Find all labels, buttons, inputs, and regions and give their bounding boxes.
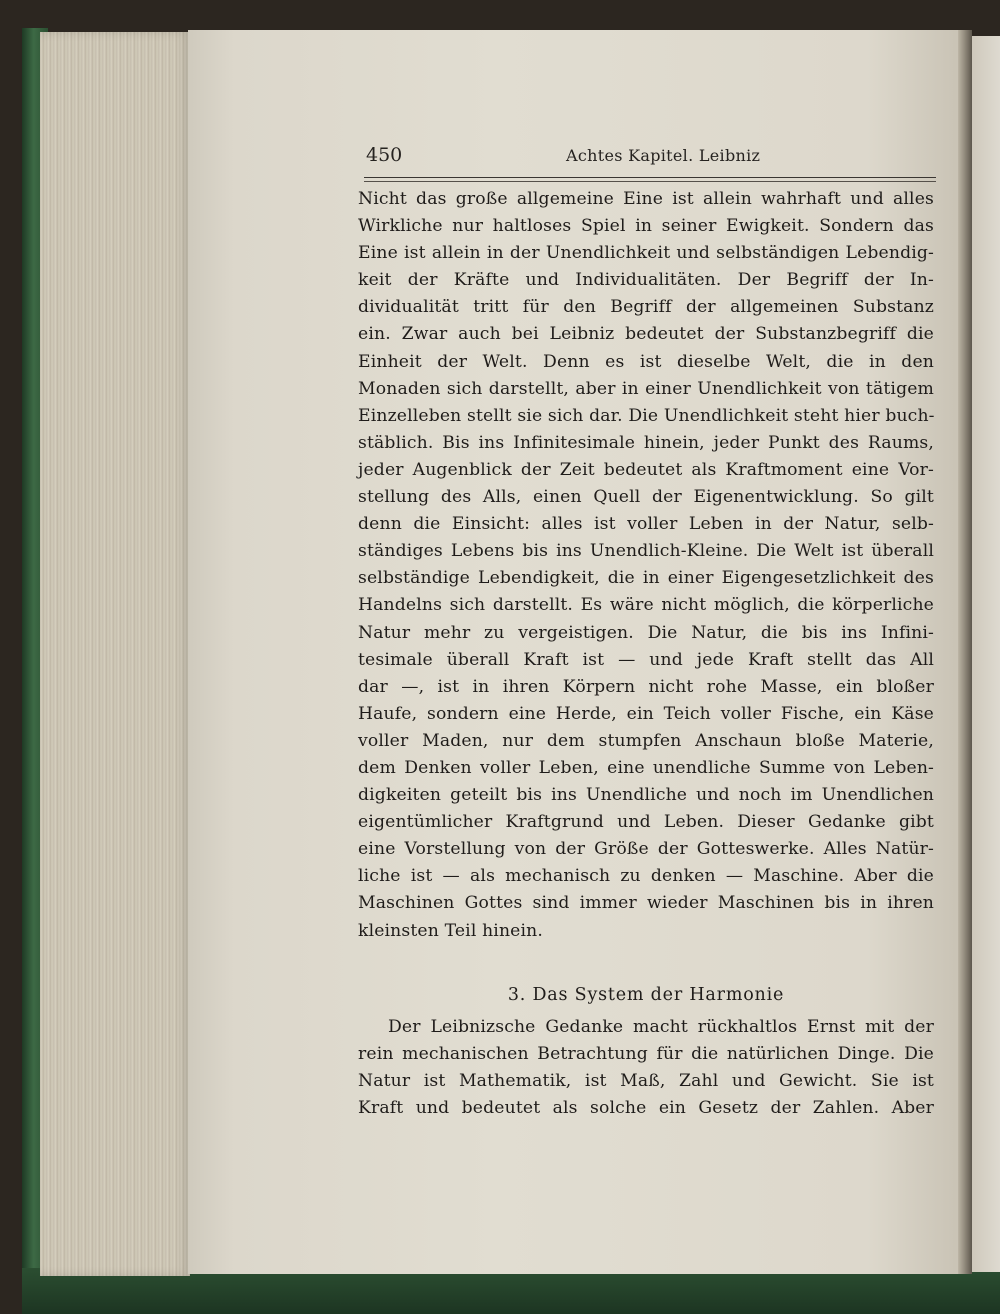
text-line: Einzelleben stellt sie sich dar. Die Unendlichkeit steht hier buch-	[358, 405, 935, 426]
text-line: tesimale überall Kraft ist — und jede Kraft stellt das All	[358, 649, 934, 670]
text-line: keit der Kräfte und Individualitäten. Der Begriff der In-	[358, 270, 934, 291]
text-line: eigentümlicher Kraftgrund und Leben. Dieser Gedanke gibt	[358, 812, 934, 833]
running-head: Achtes Kapitel. Leibniz	[566, 146, 761, 165]
text-line: dar —, ist in ihren Körpern nicht rohe Masse, ein bloßer	[358, 676, 934, 697]
text-line: jeder Augenblick der Zeit bedeutet als Kraftmoment eine Vor-	[358, 459, 934, 480]
text-line: stäblich. Bis ins Infinitesimale hinein, jeder Punkt des Raums,	[358, 432, 934, 453]
text-line: ein. Zwar auch bei Leibniz bedeutet der Substanzbegriff die	[358, 324, 934, 345]
section-heading: 3. Das System der Harmonie	[507, 985, 785, 1005]
text-line: rein mechanischen Betrachtung für die natürlichen Dinge. Die	[358, 1044, 934, 1065]
text-line: voller Maden, nur dem stumpfen Anschaun bloße Materie,	[358, 730, 934, 751]
body-paragraph	[358, 186, 934, 945]
text-line: Natur mehr zu vergeistigen. Die Natur, die bis ins Infini-	[358, 622, 934, 643]
text-line: Wirkliche nur haltloses Spiel in seiner Ewigkeit. Sondern das	[358, 216, 934, 237]
facing-page-edge	[972, 36, 1000, 1272]
text-line: dividualität tritt für den Begriff der allgemeinen Substanz	[358, 297, 934, 318]
section-paragraph	[358, 1014, 934, 1122]
text-line: Der Leibnizsche Gedanke macht rückhaltlos Ernst mit der	[388, 1017, 934, 1037]
text-line: Haufe, sondern eine Herde, ein Teich voller Fische, ein Käse	[358, 703, 934, 724]
page-header	[366, 144, 936, 176]
header-rule-secondary	[364, 181, 936, 182]
book-gutter	[958, 30, 972, 1274]
text-line: Handelns sich darstellt. Es wäre nicht möglich, die körperliche	[358, 595, 934, 616]
page-number: 450	[366, 144, 403, 166]
page-block-edges	[40, 32, 190, 1276]
text-line: stellung des Alls, einen Quell der Eigenentwicklung. So gilt	[358, 487, 934, 508]
text-line: digkeiten geteilt bis ins Unendliche und noch im Unendlichen	[358, 785, 934, 806]
text-line: ständiges Lebens bis ins Unendlich-Kleine. Die Welt ist überall	[358, 541, 934, 562]
text-line: denn die Einsicht: alles ist voller Leben in der Natur, selb-	[358, 514, 934, 535]
text-line: Nicht das große allgemeine Eine ist allein wahrhaft und alles	[358, 189, 934, 209]
text-line: Kraft und bedeutet als solche ein Gesetz der Zahlen. Aber	[358, 1098, 934, 1119]
text-line: Natur ist Mathematik, ist Maß, Zahl und Gewicht. Sie ist	[358, 1071, 934, 1092]
text-line: Maschinen Gottes sind immer wieder Maschinen bis in ihren	[358, 893, 934, 914]
header-rule	[364, 177, 936, 178]
text-line: selbständige Lebendigkeit, die in einer Eigengesetzlichkeit des	[358, 568, 934, 589]
text-line: liche ist — als mechanisch zu denken — Maschine. Aber die	[358, 866, 934, 887]
text-line: eine Vorstellung von der Größe der Gotteswerke. Alles Natür-	[358, 839, 934, 860]
text-line: Einheit der Welt. Denn es ist dieselbe Welt, die in den	[358, 351, 934, 372]
text-line: dem Denken voller Leben, eine unendliche Summe von Leben-	[358, 757, 934, 778]
text-line: Monaden sich darstellt, aber in einer Unendlichkeit von tätigem	[358, 378, 934, 399]
text-line: Eine ist allein in der Unendlichkeit und selbständigen Lebendig-	[358, 243, 934, 264]
text-line: kleinsten Teil hinein.	[358, 920, 543, 941]
